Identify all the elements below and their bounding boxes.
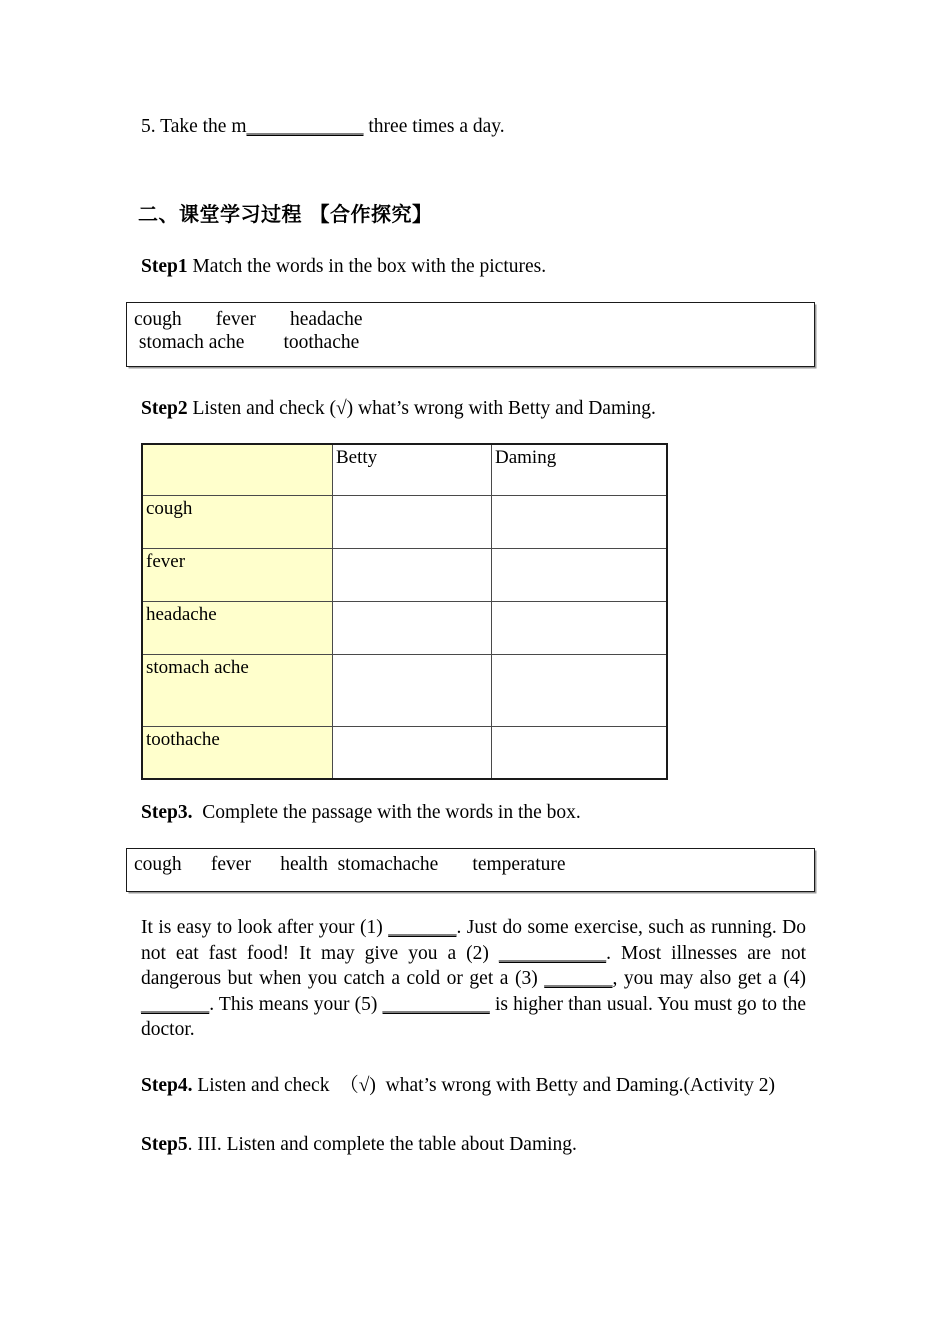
question-5-text-after: three times a day. bbox=[363, 116, 505, 137]
word-box-step3-line1: cough fever health stomachache temperature bbox=[134, 854, 566, 875]
daming-check-cell[interactable] bbox=[492, 549, 668, 602]
passage-blank-5[interactable]: ___________ bbox=[382, 993, 490, 1015]
symptom-label: fever bbox=[142, 549, 333, 602]
passage-part-6: is higher than usual. You must go to the doctor. bbox=[141, 993, 806, 1040]
word-box-step1-line1: cough fever headache bbox=[134, 309, 363, 330]
step4-instruction: Listen and check （√) what’s wrong with Betty and Daming.(Activity 2) bbox=[192, 1075, 776, 1096]
question-5-blank: ____________ bbox=[246, 116, 364, 137]
passage-part-1: It is easy to look after your (1) bbox=[141, 917, 389, 938]
betty-check-cell[interactable] bbox=[333, 602, 492, 655]
step2-line bbox=[141, 396, 656, 422]
word-box-step3 bbox=[126, 848, 815, 892]
betty-check-cell[interactable] bbox=[333, 496, 492, 549]
symptom-label: stomach ache bbox=[142, 655, 333, 727]
table-header-row bbox=[142, 444, 667, 496]
daming-check-cell[interactable] bbox=[492, 602, 668, 655]
table-row bbox=[142, 727, 667, 780]
step5-line bbox=[141, 1132, 577, 1158]
step5-instruction: . III. Listen and complete the table about Daming. bbox=[187, 1134, 577, 1155]
passage-blank-3[interactable]: _______ bbox=[544, 968, 613, 989]
table-header-betty: Betty bbox=[333, 444, 492, 496]
table-header-daming: Daming bbox=[492, 444, 668, 496]
betty-check-cell[interactable] bbox=[333, 655, 492, 727]
step3-instruction: Complete the passage with the words in the box. bbox=[192, 802, 581, 823]
daming-check-cell[interactable] bbox=[492, 496, 668, 549]
passage-part-4: , you may also get a (4) bbox=[612, 968, 807, 989]
step1-instruction: Match the words in the box with the pictures. bbox=[187, 256, 547, 277]
passage-blank-4[interactable]: _______ bbox=[141, 993, 210, 1015]
table-header-corner bbox=[142, 444, 333, 496]
passage-blank-2[interactable]: ___________ bbox=[498, 942, 607, 964]
table-row bbox=[142, 496, 667, 549]
daming-check-cell[interactable] bbox=[492, 727, 668, 780]
step3-label: Step3. bbox=[141, 802, 193, 823]
passage-part-2: . Just do some exercise, such as running. Do not eat fast food! It may give you a (2) bbox=[141, 917, 806, 964]
step1-label: Step1 bbox=[141, 256, 188, 277]
table-row bbox=[142, 655, 667, 727]
question-5-text-before: Take the m bbox=[155, 116, 247, 137]
step4-label: Step4. bbox=[141, 1075, 193, 1096]
question-5-number: 5. bbox=[141, 116, 156, 137]
daming-check-cell[interactable] bbox=[492, 655, 668, 727]
step1-line bbox=[141, 254, 546, 280]
passage-blank-1[interactable]: _______ bbox=[388, 917, 457, 938]
question-5-line bbox=[141, 114, 505, 140]
symptom-label: toothache bbox=[142, 727, 333, 780]
symptom-check-table bbox=[141, 443, 668, 780]
step2-label: Step2 bbox=[141, 398, 188, 419]
symptom-label: cough bbox=[142, 496, 333, 549]
step4-line bbox=[141, 1073, 775, 1099]
word-box-step1 bbox=[126, 302, 815, 367]
step5-label: Step5 bbox=[141, 1134, 188, 1155]
step3-line bbox=[141, 800, 581, 826]
table-row bbox=[142, 549, 667, 602]
betty-check-cell[interactable] bbox=[333, 549, 492, 602]
passage-part-3: . Most illnesses are not dangerous but when you catch a cold or get a (3) bbox=[141, 942, 806, 989]
cloze-passage bbox=[141, 915, 806, 1043]
word-box-step1-line2: stomach ache toothache bbox=[134, 332, 360, 353]
passage-part-5: . This means your (5) bbox=[209, 993, 383, 1015]
symptom-label: headache bbox=[142, 602, 333, 655]
table-row bbox=[142, 602, 667, 655]
section-heading: 二、课堂学习过程 【合作探究】 bbox=[138, 202, 433, 226]
step2-instruction: Listen and check (√) what’s wrong with Betty and Daming. bbox=[187, 398, 656, 419]
betty-check-cell[interactable] bbox=[333, 727, 492, 780]
